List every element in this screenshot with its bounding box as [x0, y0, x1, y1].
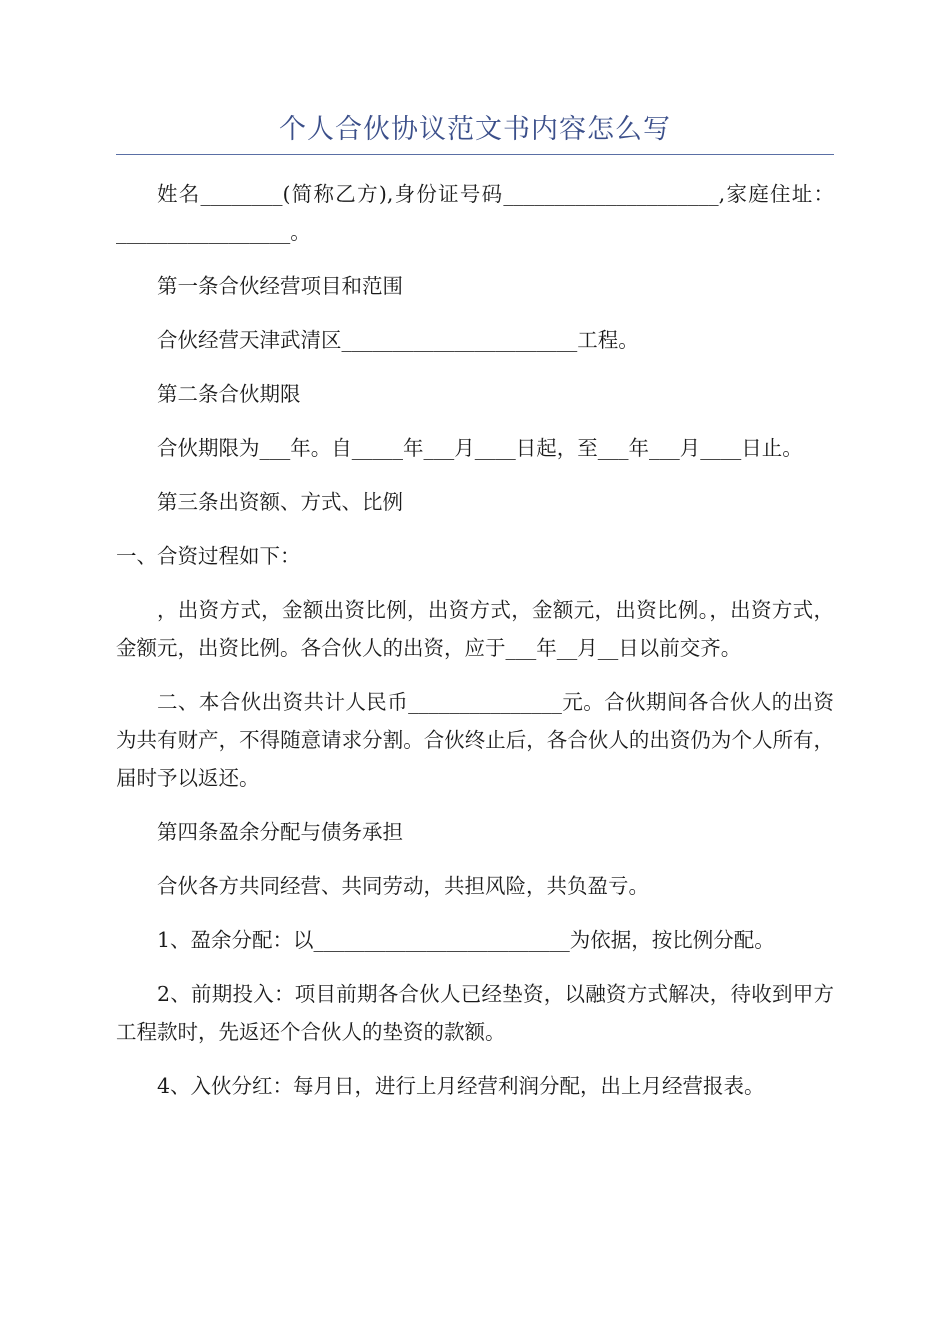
document-page [116, 110, 834, 1121]
paragraph-dividends: 4、入伙分红：每月日，进行上月经营利润分配，出上月经营报表。 [157, 1074, 765, 1098]
paragraph-article-4-heading: 第四条盈余分配与债务承担 [157, 820, 403, 844]
paragraph-term: 合伙期限为___年。自_____年___月____日起，至___年___月____日止。 [157, 436, 803, 460]
document-body [116, 175, 834, 1105]
paragraph-project-scope: 合伙经营天津武清区_______________________工程。 [157, 328, 639, 352]
paragraph-investment-process: 一、合资过程如下： [116, 544, 301, 568]
title-underline [116, 154, 834, 155]
document-title: 个人合伙协议范文书内容怎么写 [279, 114, 671, 145]
paragraph-initial-investment: 2、前期投入：项目前期各合伙人已经垫资，以融资方式解决，待收到甲方工程款时，先返还个合伙人的垫资的款额。 [116, 982, 834, 1044]
paragraph-article-3-heading: 第三条出资额、方式、比例 [157, 490, 403, 514]
paragraph-shared-risk: 合伙各方共同经营、共同劳动，共担风险，共负盈亏。 [157, 874, 649, 898]
paragraph-contribution-details: ，出资方式，金额出资比例，出资方式，金额元，出资比例。，出资方式，金额元，出资比例。各合伙人的出资，应于___年__月__日以前交齐。 [116, 598, 834, 660]
paragraph-article-1-heading: 第一条合伙经营项目和范围 [157, 274, 403, 298]
paragraph-total-contribution: 二、本合伙出资共计人民币_______________元。合伙期间各合伙人的出资为共有财产，不得随意请求分割。合伙终止后，各合伙人的出资仍为个人所有，届时予以返还。 [116, 690, 834, 790]
paragraph-article-2-heading: 第二条合伙期限 [157, 382, 301, 406]
paragraph-profit-distribution: 1、盈余分配：以_________________________为依据，按比例分配。 [157, 928, 775, 952]
paragraph-party-info: 姓名________(简称乙方),身份证号码_____________________,家庭住址：_________________。 [116, 182, 834, 244]
